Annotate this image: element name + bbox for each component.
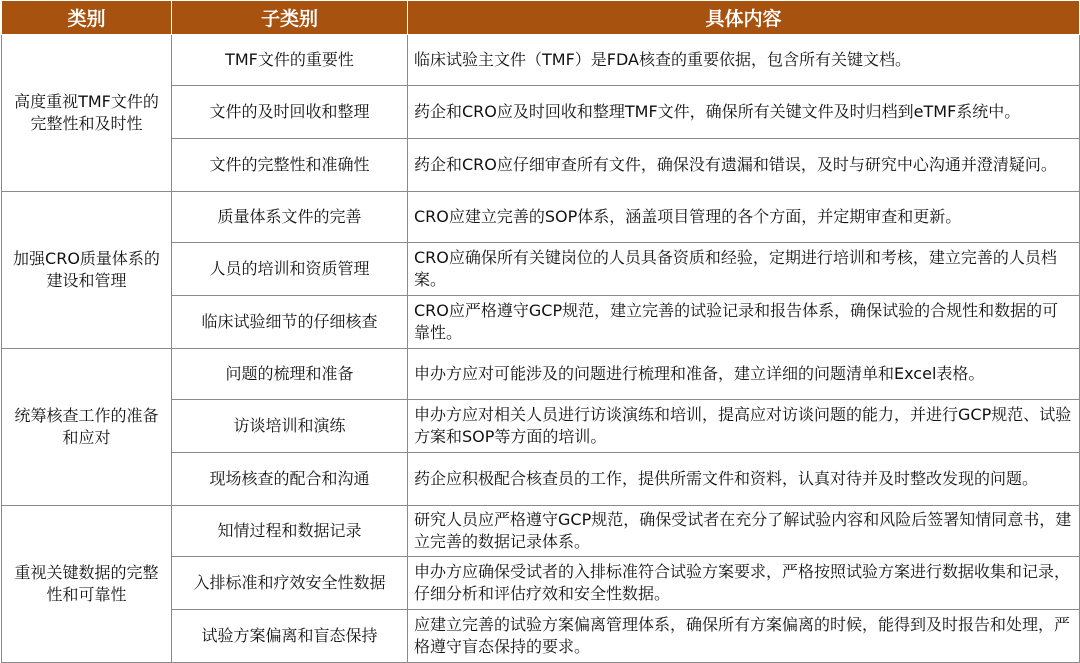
content-cell: 药企应积极配合核查员的工作，提供所需文件和资料，认真对待并及时整改发现的问题。 [408,453,1080,506]
content-cell: 临床试验主文件（TMF）是FDA核查的重要依据，包含所有关键文档。 [408,35,1080,86]
content-cell: CRO应建立完善的SOP体系，涵盖项目管理的各个方面，并定期审查和更新。 [408,192,1080,243]
subcategory-cell: 质量体系文件的完善 [172,192,408,243]
category-cell: 重视关键数据的完整性和可靠性 [2,506,172,663]
content-cell: CRO应严格遵守GCP规范，建立完善的试验记录和报告体系，确保试验的合规性和数据的可靠性。 [408,296,1080,349]
table-row [2,506,1080,557]
subcategory-cell: TMF文件的重要性 [172,35,408,86]
content-cell: 药企和CRO应及时回收和整理TMF文件，确保所有关键文件及时归档到eTMF系统中。 [408,86,1080,139]
subcategory-cell: 文件的完整性和准确性 [172,139,408,192]
subcategory-cell: 试验方案偏离和盲态保持 [172,610,408,663]
content-cell: 药企和CRO应仔细审查所有文件，确保没有遗漏和错误，及时与研究中心沟通并澄清疑问。 [408,139,1080,192]
header-category: 类别 [2,1,172,35]
subcategory-cell: 现场核查的配合和沟通 [172,453,408,506]
subcategory-cell: 访谈培训和演练 [172,400,408,453]
header-content: 具体内容 [408,1,1080,35]
content-cell: 申办方应对相关人员进行访谈演练和培训，提高应对访谈问题的能力，并进行GCP规范、试验方案和SOP等方面的培训。 [408,400,1080,453]
header-subcategory: 子类别 [172,1,408,35]
content-cell: 研究人员应严格遵守GCP规范，确保受试者在充分了解试验内容和风险后签署知情同意书，建立完善的数据记录体系。 [408,506,1080,557]
table-row [2,349,1080,400]
category-cell: 高度重视TMF文件的完整性和及时性 [2,35,172,192]
subcategory-cell: 知情过程和数据记录 [172,506,408,557]
content-cell: 应建立完善的试验方案偏离管理体系，确保所有方案偏离的时候，能得到及时报告和处理，严格遵守盲态保持的要求。 [408,610,1080,663]
table-row [2,35,1080,86]
subcategory-cell: 临床试验细节的仔细核查 [172,296,408,349]
content-cell: CRO应确保所有关键岗位的人员具备资质和经验，定期进行培训和考核，建立完善的人员档案。 [408,243,1080,296]
content-cell: 申办方应对可能涉及的问题进行梳理和准备，建立详细的问题清单和Excel表格。 [408,349,1080,400]
table-row [2,192,1080,243]
subcategory-cell: 问题的梳理和准备 [172,349,408,400]
subcategory-cell: 人员的培训和资质管理 [172,243,408,296]
category-cell: 统筹核查工作的准备和应对 [2,349,172,506]
header-row [2,1,1080,35]
content-cell: 申办方应确保受试者的入排标准符合试验方案要求，严格按照试验方案进行数据收集和记录，仔细分析和评估疗效和安全性数据。 [408,557,1080,610]
requirements-table [1,0,1080,663]
category-cell: 加强CRO质量体系的建设和管理 [2,192,172,349]
subcategory-cell: 文件的及时回收和整理 [172,86,408,139]
subcategory-cell: 入排标准和疗效安全性数据 [172,557,408,610]
